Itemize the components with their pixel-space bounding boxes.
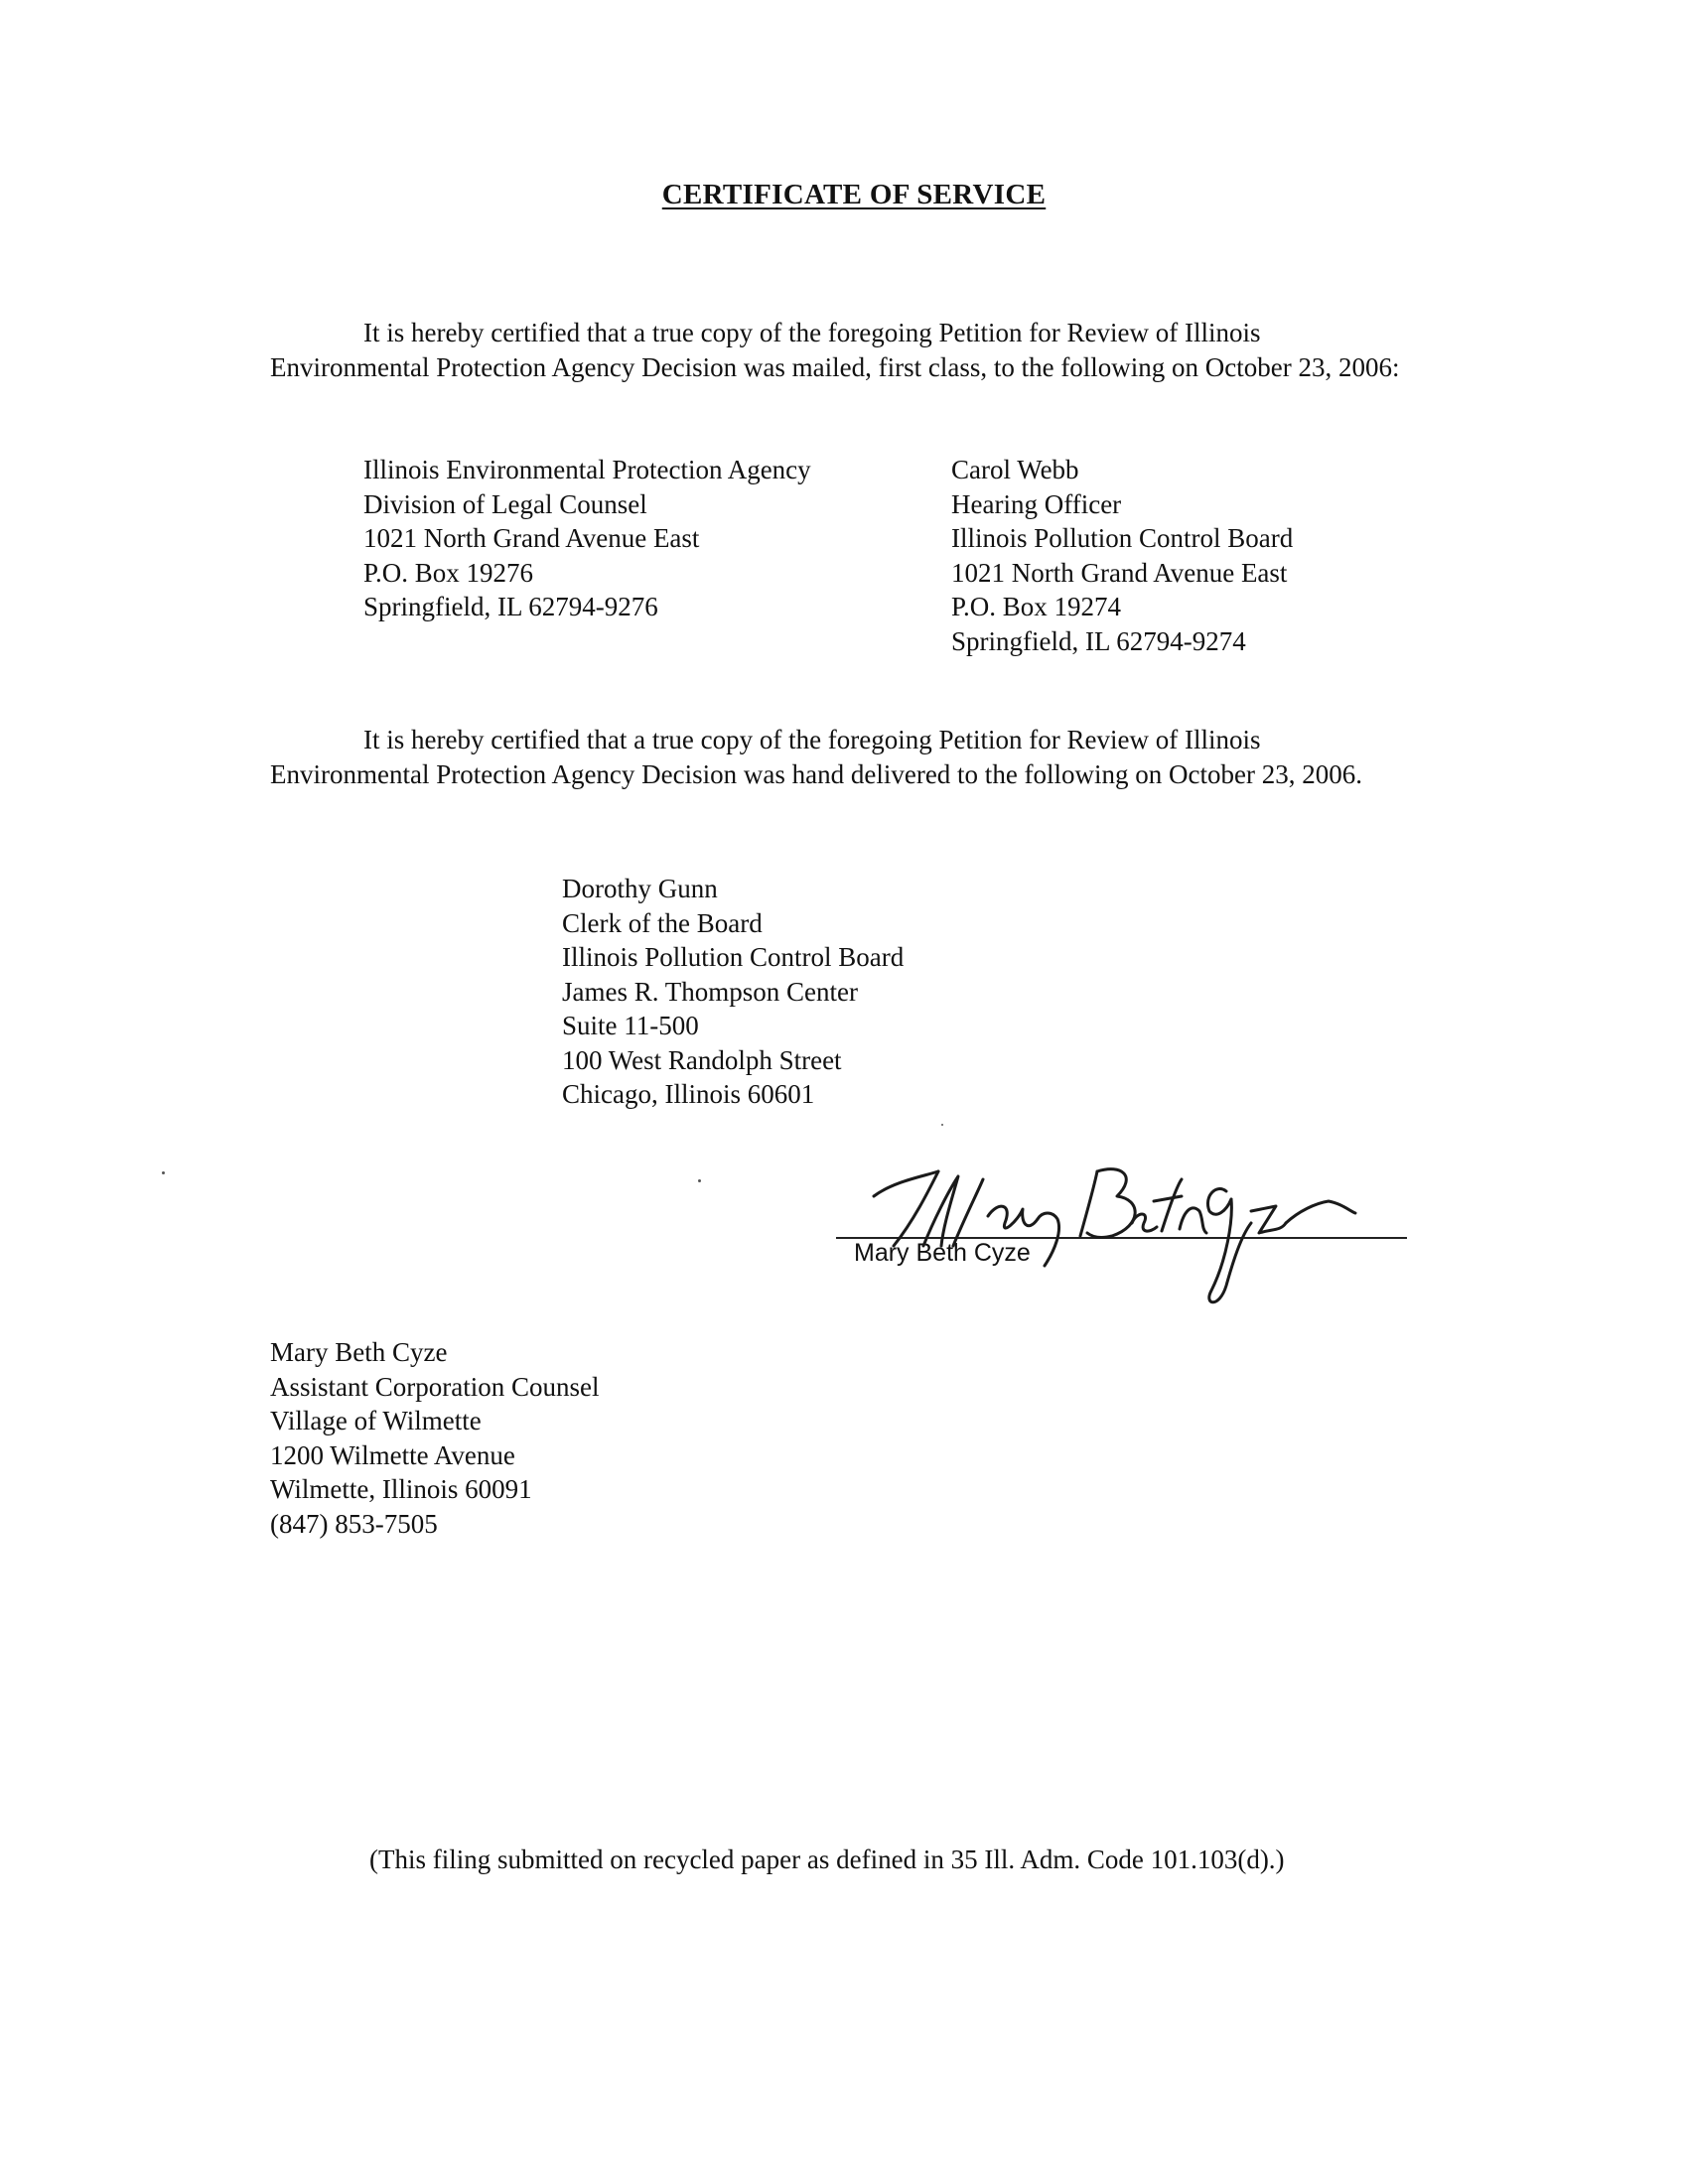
- address-line: Carol Webb: [951, 455, 1079, 484]
- address-line: Division of Legal Counsel: [363, 488, 647, 519]
- address-line: Hearing Officer: [951, 488, 1122, 519]
- address-line: Springfield, IL 62794-9276: [363, 592, 658, 621]
- address-line: Illinois Environmental Protection Agency: [363, 455, 811, 484]
- address-line: 100 West Randolph Street: [562, 1044, 842, 1075]
- sender-address-block: [270, 1335, 600, 1541]
- address-line: Village of Wilmette: [270, 1406, 482, 1435]
- address-line: Chicago, Illinois 60601: [562, 1079, 815, 1109]
- address-line: 1021 North Grand Avenue East: [951, 557, 1288, 588]
- address-line: Wilmette, Illinois 60091: [270, 1474, 532, 1504]
- address-line: (847) 853-7505: [270, 1508, 438, 1539]
- handwritten-signature: [834, 1142, 1370, 1315]
- address-line: Mary Beth Cyze: [270, 1337, 448, 1367]
- address-line: Clerk of the Board: [562, 907, 763, 938]
- recycled-paper-footnote: (This filing submitted on recycled paper as defined in 35 Ill. Adm. Code 101.103(d).): [369, 1844, 1285, 1874]
- address-line: Assistant Corporation Counsel: [270, 1371, 600, 1402]
- recipient-address-block-clerk: [562, 872, 904, 1112]
- address-line: Illinois Pollution Control Board: [562, 942, 905, 972]
- address-line: 1200 Wilmette Avenue: [270, 1439, 515, 1470]
- document-title: CERTIFICATE OF SERVICE: [661, 179, 1047, 210]
- address-line: P.O. Box 19274: [951, 592, 1122, 621]
- scan-speck: [162, 1171, 165, 1174]
- address-line: James R. Thompson Center: [562, 976, 858, 1007]
- address-line: P.O. Box 19276: [363, 557, 534, 588]
- scan-speck: [941, 1124, 943, 1126]
- address-line: Illinois Pollution Control Board: [951, 523, 1294, 553]
- mailed-certification-paragraph: It is hereby certified that a true copy of the foregoing Petition for Review of Illinois Environmental Protection Agency Decision was mailed, first class, to the following on October 23, 2006:: [270, 318, 1400, 382]
- signatory-name: Mary Beth Cyze: [854, 1239, 1031, 1267]
- address-line: Springfield, IL 62794-9274: [951, 625, 1246, 656]
- address-line: 1021 North Grand Avenue East: [363, 523, 700, 553]
- hand-delivery-certification-paragraph: It is hereby certified that a true copy of the foregoing Petition for Review of Illinois Environmental Protection Agency Decision was hand delivered to the following on October 23, 2006.: [270, 725, 1362, 789]
- address-line: Dorothy Gunn: [562, 874, 718, 903]
- recipient-address-block-iepa: [363, 453, 811, 624]
- recipient-address-block-hearing-officer: [951, 453, 1293, 658]
- scan-speck: [698, 1179, 701, 1182]
- address-line: Suite 11-500: [562, 1011, 699, 1040]
